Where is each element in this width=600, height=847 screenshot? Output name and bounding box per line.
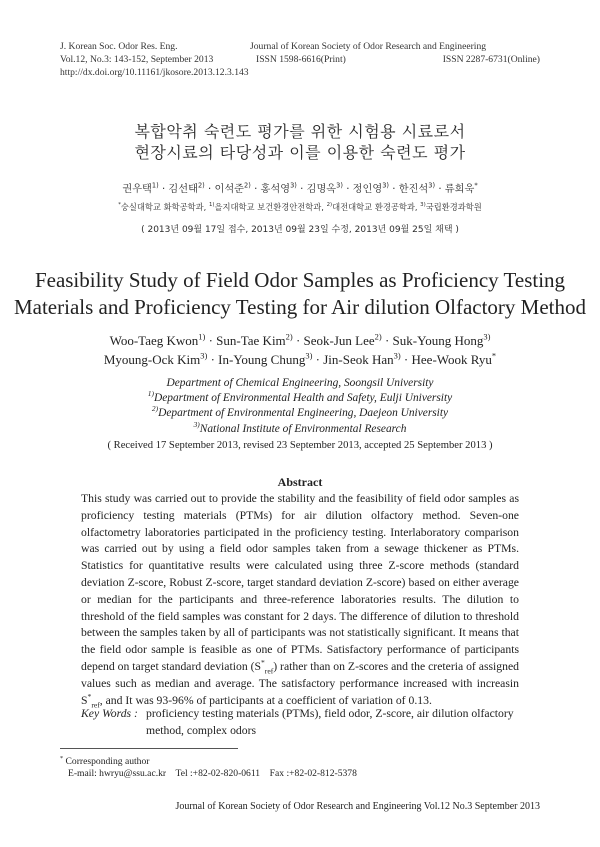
english-authors-line-2 (0, 350, 600, 369)
english-affiliation-text: Department of Environmental Engineering, Daejeon University (158, 407, 449, 420)
english-affiliation-mark: 3) (193, 419, 200, 429)
english-affiliation-text: National Institute of Environmental Research (199, 422, 407, 435)
korean-affiliation: 숭실대학교 화학공학과, (120, 202, 209, 212)
english-affiliation (0, 391, 600, 406)
korean-author-name: 홍석영 (260, 184, 291, 195)
author-separator: · (389, 184, 399, 195)
author-separator: · (312, 352, 324, 367)
korean-author-name: 이석준 (214, 184, 245, 195)
author-separator: · (207, 352, 219, 367)
korean-author-name: 권우택 (122, 184, 152, 195)
english-affiliation (0, 406, 600, 421)
korean-title-line-2: 현장시료의 타당성과 이를 이용한 숙련도 평가 (134, 143, 466, 162)
english-affiliation (0, 376, 600, 391)
journal-full-name: Journal of Korean Society of Odor Research and Engineering (250, 41, 487, 52)
english-authors-line-1 (0, 331, 600, 350)
korean-author-name: 류희욱 (444, 184, 475, 195)
korean-author-mark: 3) (336, 181, 343, 190)
abstract-text-2: ) rather than on Z-scores and the creteria of assigned values such as median and average. The satisfactory performance increased with increasin S (81, 659, 520, 707)
volume-pages: Vol.12, No.3: 143-152, September 2013 (60, 54, 214, 65)
author-separator: · (292, 333, 304, 348)
corresponding-author-contact: E-mail: hwryu@ssu.ac.kr Tel :+82-02-820-0611 Fax :+82-02-812-5378 (68, 768, 357, 779)
author-separator: · (250, 184, 261, 195)
abstract-body (81, 491, 519, 709)
korean-author-mark: 1) (151, 181, 159, 190)
author-separator: · (435, 184, 445, 195)
english-affiliation-text: Department of Chemical Engineering, Soongsil University (166, 377, 434, 389)
footnote-divider (60, 748, 238, 749)
author-separator: · (296, 184, 307, 195)
author-separator: · (204, 184, 215, 195)
english-author-mark: 3) (483, 331, 491, 342)
korean-author-mark: 2) (244, 181, 251, 190)
english-author-name: Myoung-Ock Kim (103, 352, 201, 367)
english-author-name: In-Young Chung (218, 352, 306, 367)
journal-abbreviation: J. Korean Soc. Odor Res. Eng. (60, 41, 178, 52)
english-affiliation-text: Department of Environmental Health and Safety, Eulji University (153, 392, 453, 405)
corresponding-author-label: Corresponding author (65, 756, 150, 767)
english-author-mark: 2) (374, 331, 382, 342)
korean-author-mark: * (474, 181, 478, 190)
english-author-name: Hee-Wook Ryu (411, 352, 492, 367)
page-footer: Journal of Korean Society of Odor Research and Engineering Vol.12 No.3 September 2013 (175, 801, 540, 812)
target-sd-symbol-sup: * (261, 658, 265, 668)
english-author-name: Jin-Seok Han (323, 352, 394, 367)
author-separator: · (205, 333, 217, 348)
english-author-name: Sun-Tae Kim (216, 333, 286, 348)
korean-author-mark: 3) (382, 181, 390, 190)
korean-author-name: 김명옥 (306, 184, 337, 195)
issn-online: ISSN 2287-6731(Online) (442, 54, 540, 65)
english-author-mark: 3) (305, 350, 313, 361)
korean-author-mark: 2) (197, 181, 205, 190)
english-author-mark: * (491, 350, 497, 361)
target-sd-symbol-sup-2: * (87, 691, 92, 701)
english-title-line-1: Feasibility Study of Field Odor Samples as Proficiency Testing (34, 268, 566, 292)
english-affiliation-mark: 1) (147, 389, 154, 399)
korean-authors (0, 180, 600, 195)
english-author-name: Woo-Taeg Kwon (109, 333, 199, 348)
korean-affiliation-mark: 1) (208, 202, 215, 209)
english-title-line-2: Materials and Proficiency Testing for Air dilution Olfactory Method (13, 295, 586, 319)
korean-title-line-1: 복합악취 숙련도 평가를 위한 시험용 시료로서 (134, 122, 466, 141)
korean-dates: ( 2013년 09월 17일 접수, 2013년 09월 23일 수정, 2013년 09월 25일 채택 ) (141, 225, 459, 235)
author-separator: · (158, 184, 169, 195)
keywords-text: proficiency testing materials (PTMs), field odor, Z-score, air dilution olfactory method, complex odors (146, 707, 514, 737)
issn-print: ISSN 1598-6616(Print) (256, 54, 346, 65)
english-affiliation-mark: 2) (151, 404, 159, 414)
korean-affiliation-mark: 3) (420, 202, 426, 209)
corresponding-author-note (60, 756, 149, 768)
korean-affiliation: 국립환경과학원 (425, 202, 482, 212)
abstract-heading: Abstract (277, 475, 323, 489)
english-author-mark: 3) (393, 350, 401, 361)
korean-affiliation: 을지대학교 보건환경안전학과, (214, 202, 327, 212)
abstract-text-3: , and It was 93-96% of participants at a coefficient of variation of 0.13. (99, 693, 432, 707)
english-dates: ( Received 17 September 2013, revised 23 September 2013, accepted 25 September 2013 ) (107, 440, 493, 451)
korean-affiliation-mark: * (118, 202, 121, 209)
author-separator: · (342, 184, 353, 195)
english-author-mark: 3) (200, 350, 208, 361)
korean-author-name: 정인영 (352, 184, 383, 195)
author-separator: · (381, 333, 393, 348)
english-author-name: Seok-Jun Lee (303, 333, 375, 348)
korean-author-mark: 3) (428, 181, 436, 190)
footnote-mark: * (60, 754, 64, 762)
keywords-label: Key Words : (81, 707, 138, 720)
korean-affiliation: 대전대학교 환경공학과, (332, 202, 421, 212)
english-author-mark: 1) (198, 331, 206, 342)
english-author-mark: 2) (285, 331, 293, 342)
target-sd-symbol-sub: ref (264, 666, 274, 676)
korean-affiliation-mark: 2) (326, 202, 333, 209)
korean-author-name: 김선태 (168, 184, 198, 195)
abstract-text-1: This study was carried out to provide the stability and the feasibility of field odor samples as proficiency testing materials (PTMs) for air dilution olfactory method. Seven-one olfactometry laboratories participated in the proficiency testing. Interlaboratory comparison was carried out by using a field odor samples taken from a sewage thickener as PTMs. Statistics for quantitative results were calculated using three Z-score methods (standard deviation Z-score, Robust Z-score, target standard deviation Z-score) based on either average or median for the participants and three-reference laboratories results. The dilution to threshold of the field samples was constant for 2 days. The difference of dilution to threshold between the samples taken by all of participants was not statistically significant. It means that the field odor sample is feasible as one of PTMs. Satisfactory performance of participants depend on target standard deviation (S (81, 492, 519, 673)
doi-link[interactable]: http://dx.doi.org/10.11161/jkosore.2013.12.3.143 (60, 67, 249, 78)
target-sd-symbol-sub-2: ref (91, 699, 100, 709)
english-affiliations (0, 376, 600, 437)
korean-author-name: 한진석 (398, 184, 429, 195)
author-separator: · (400, 352, 412, 367)
english-author-name: Suk-Young Hong (392, 333, 484, 348)
korean-author-mark: 3) (290, 181, 297, 190)
korean-affiliations (0, 201, 600, 213)
english-affiliation (0, 419, 600, 437)
